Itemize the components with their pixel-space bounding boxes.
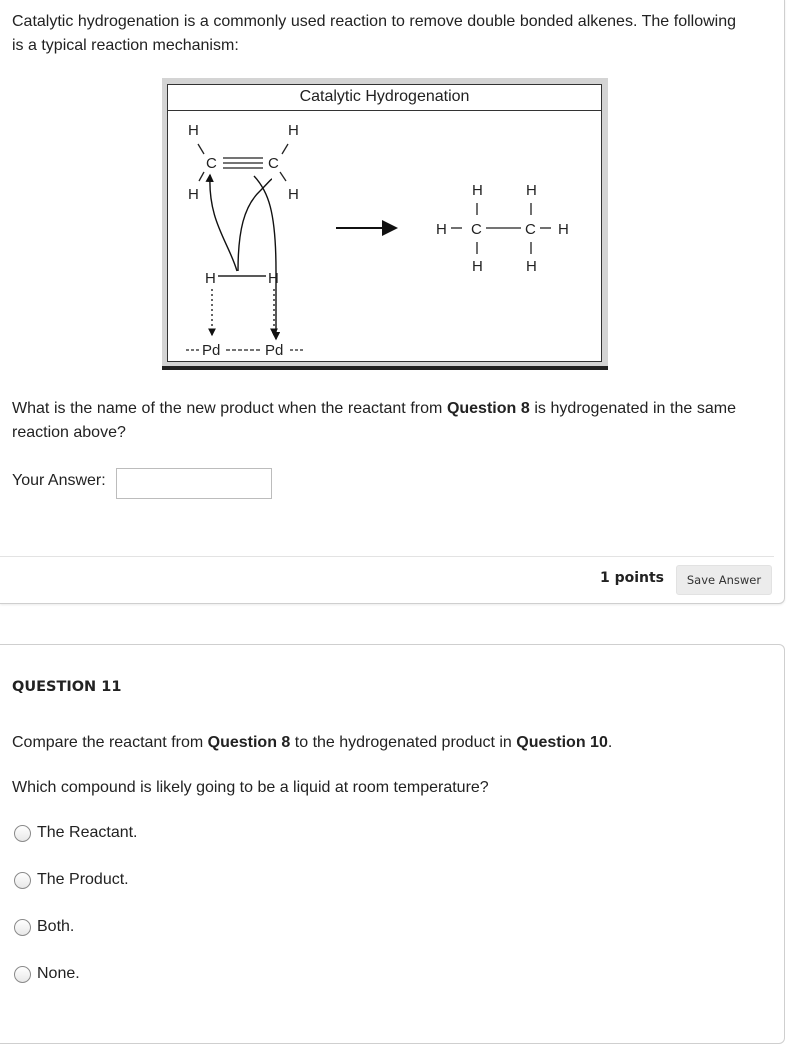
- figure-title: Catalytic Hydrogenation: [168, 85, 601, 111]
- option-none[interactable]: [14, 963, 80, 985]
- divider: [0, 556, 774, 557]
- atom-pd: Pd: [265, 342, 284, 359]
- mechanism-diagram: [168, 111, 601, 361]
- atom-h: H: [188, 122, 199, 139]
- radio-button[interactable]: [14, 825, 31, 842]
- question-ref: Question 8: [207, 734, 291, 751]
- atom-h: H: [558, 221, 569, 238]
- figure-frame: [167, 84, 602, 362]
- atom-h: H: [472, 258, 483, 275]
- save-answer-button[interactable]: Save Answer: [676, 565, 772, 595]
- atom-h: H: [436, 221, 447, 238]
- atom-h: H: [288, 186, 299, 203]
- atom-h: H: [526, 182, 537, 199]
- reaction-mechanism-figure: [162, 78, 608, 370]
- question-11-text: [12, 734, 612, 752]
- intro-text: Catalytic hydrogenation is a commonly used reaction to remove double bonded alkenes. The following is a typical reaction mechanism:: [12, 13, 736, 54]
- text-part: .: [607, 734, 613, 751]
- answer-input[interactable]: [116, 468, 272, 499]
- atom-c: C: [471, 221, 482, 238]
- points-label: 1 points: [599, 570, 664, 586]
- answer-label: Your Answer:: [12, 472, 106, 489]
- atom-h: H: [205, 270, 216, 287]
- question-ref: Question 10: [516, 734, 608, 751]
- atom-h: H: [268, 270, 279, 287]
- atom-h: H: [288, 122, 299, 139]
- atom-h: H: [472, 182, 483, 199]
- option-label[interactable]: Both.: [37, 918, 75, 935]
- figure-shadow: [162, 366, 608, 370]
- radio-button[interactable]: [14, 919, 31, 936]
- text-part: to the hydrogenated product in: [290, 734, 517, 751]
- atom-h: H: [188, 186, 199, 203]
- question-10-text: [12, 397, 736, 445]
- atom-c: C: [268, 155, 279, 172]
- atom-pd: Pd: [202, 342, 221, 359]
- radio-button[interactable]: [14, 872, 31, 889]
- question-ref: Question 8: [446, 400, 530, 417]
- question-heading: QUESTION 11: [12, 679, 122, 695]
- text-part: Compare the reactant from: [12, 734, 208, 751]
- option-label[interactable]: The Reactant.: [37, 824, 138, 841]
- option-both[interactable]: [14, 916, 74, 938]
- option-label[interactable]: The Product.: [37, 871, 129, 888]
- question-text-part1: What is the name of the new product when the reactant from: [12, 400, 447, 417]
- question-11-card: [0, 644, 785, 1044]
- option-product[interactable]: [14, 869, 129, 891]
- option-label[interactable]: None.: [37, 965, 80, 982]
- atom-h: H: [526, 258, 537, 275]
- question-11-prompt: Which compound is likely going to be a liquid at room temperature?: [12, 779, 489, 796]
- atom-c: C: [525, 221, 536, 238]
- question-text-part2: is hydrogenated in the same reaction above?: [12, 400, 736, 441]
- radio-button[interactable]: [14, 966, 31, 983]
- option-reactant[interactable]: [14, 822, 138, 844]
- atom-c: C: [206, 155, 217, 172]
